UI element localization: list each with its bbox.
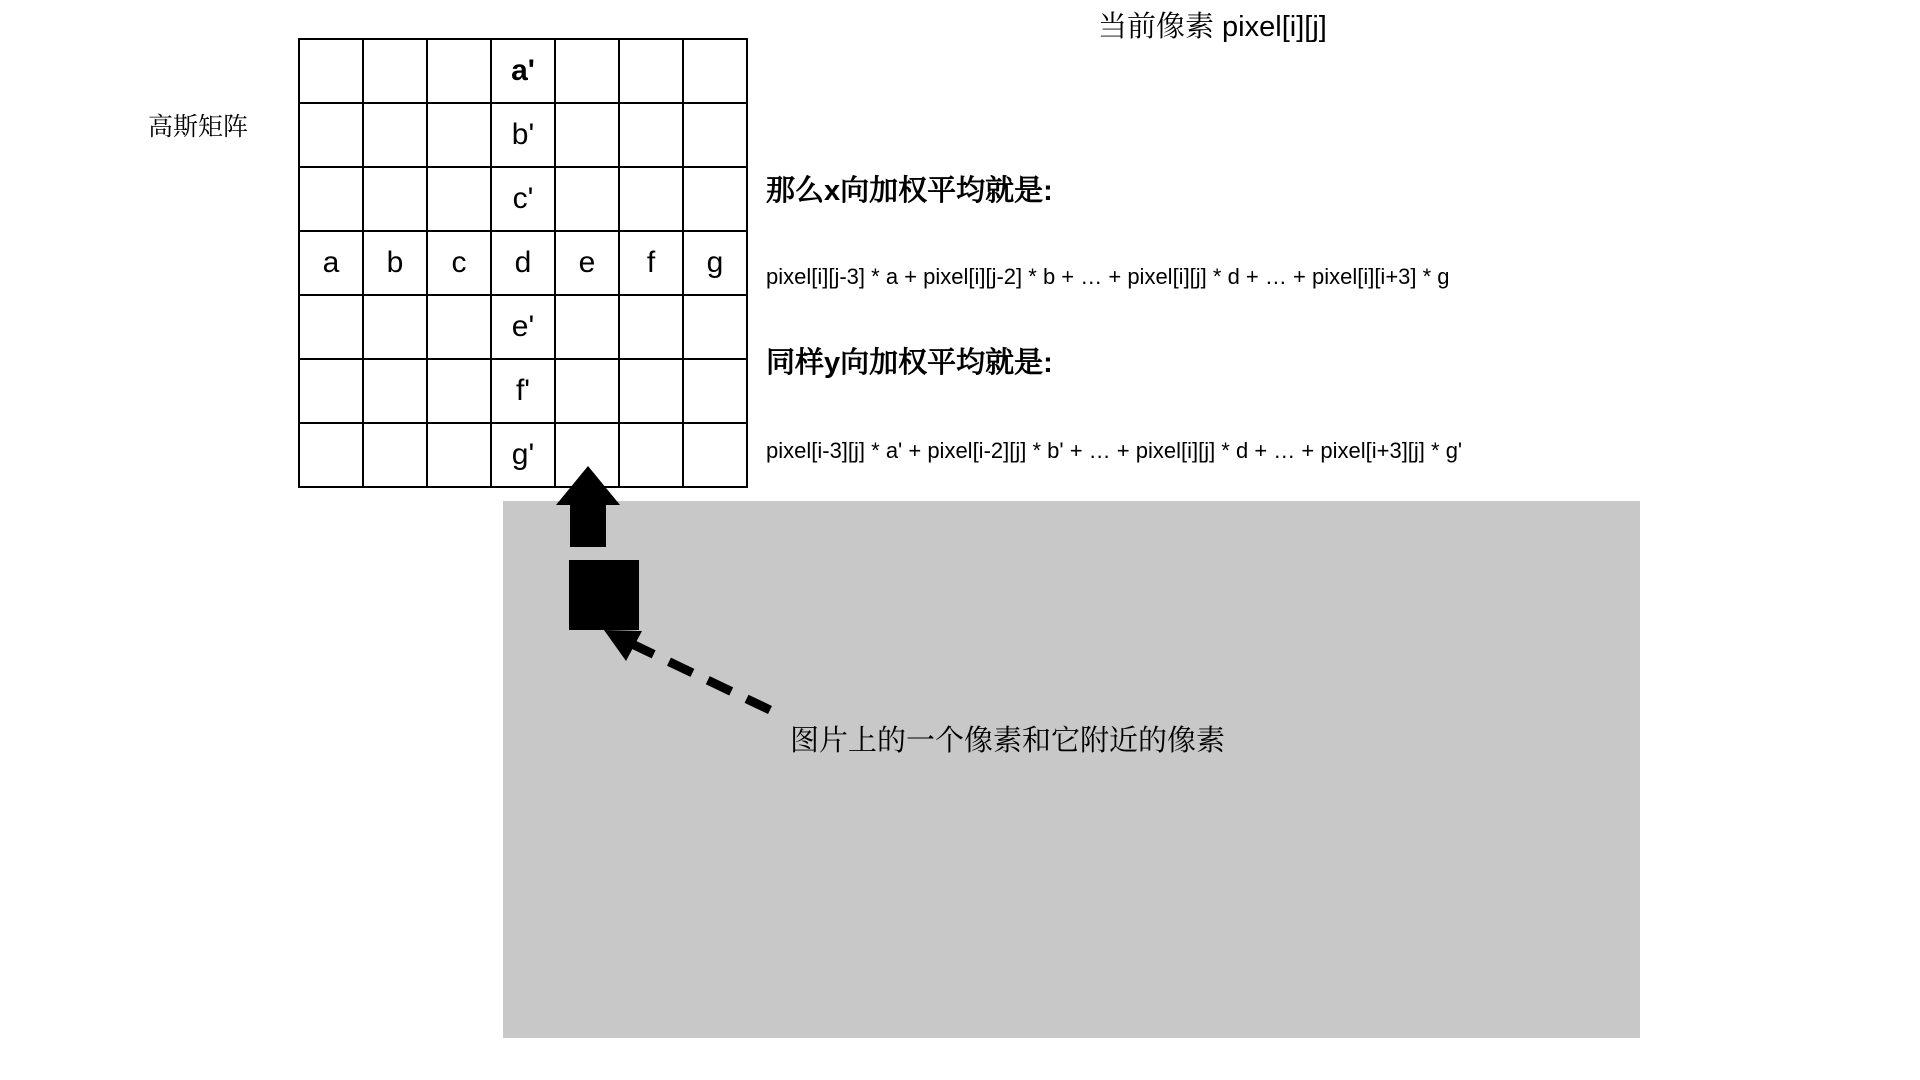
matrix-cell bbox=[299, 359, 363, 423]
matrix-cell bbox=[683, 167, 747, 231]
matrix-cell: b' bbox=[491, 103, 555, 167]
matrix-cell bbox=[363, 39, 427, 103]
matrix-cell: e' bbox=[491, 295, 555, 359]
matrix-row bbox=[299, 39, 747, 103]
matrix-cell bbox=[555, 295, 619, 359]
matrix-cell: f' bbox=[491, 359, 555, 423]
matrix-cell bbox=[299, 103, 363, 167]
matrix-cell: g' bbox=[491, 423, 555, 487]
matrix-row bbox=[299, 423, 747, 487]
matrix-row bbox=[299, 359, 747, 423]
matrix-cell bbox=[363, 103, 427, 167]
matrix-cell bbox=[555, 103, 619, 167]
pixel-caption: 图片上的一个像素和它附近的像素 bbox=[790, 725, 1226, 757]
matrix-row bbox=[299, 295, 747, 359]
matrix-cell bbox=[299, 39, 363, 103]
matrix-cell bbox=[299, 167, 363, 231]
matrix-row bbox=[299, 231, 747, 295]
matrix-cell bbox=[619, 295, 683, 359]
matrix-cell bbox=[683, 295, 747, 359]
matrix-cell bbox=[427, 359, 491, 423]
y-direction-formula: pixel[i-3][j] * a' + pixel[i-2][j] * b' + … + pixel[i][j] * d + … + pixel[i+3][j] * g' bbox=[766, 438, 1463, 463]
pixel-square bbox=[569, 560, 639, 630]
matrix-cell: f bbox=[619, 231, 683, 295]
matrix-cell bbox=[619, 167, 683, 231]
matrix-cell bbox=[363, 295, 427, 359]
matrix-cell bbox=[683, 423, 747, 487]
matrix-cell bbox=[299, 295, 363, 359]
matrix-cell: d bbox=[491, 231, 555, 295]
matrix-cell bbox=[555, 359, 619, 423]
matrix-cell bbox=[363, 167, 427, 231]
gaussian-matrix-grid bbox=[298, 38, 748, 488]
matrix-cell bbox=[363, 423, 427, 487]
matrix-cell bbox=[299, 423, 363, 487]
matrix-cell bbox=[555, 167, 619, 231]
matrix-cell bbox=[427, 167, 491, 231]
matrix-cell bbox=[363, 359, 427, 423]
matrix-cell bbox=[619, 103, 683, 167]
matrix-cell: a' bbox=[491, 39, 555, 103]
x-direction-heading: 那么x向加权平均就是: bbox=[766, 175, 1053, 207]
matrix-cell: b bbox=[363, 231, 427, 295]
image-region bbox=[503, 501, 1640, 1038]
matrix-cell: c' bbox=[491, 167, 555, 231]
y-direction-heading: 同样y向加权平均就是: bbox=[766, 347, 1053, 379]
matrix-cell bbox=[427, 423, 491, 487]
matrix-cell: c bbox=[427, 231, 491, 295]
matrix-cell bbox=[619, 423, 683, 487]
current-pixel-title: 当前像素 pixel[i][j] bbox=[1098, 11, 1327, 43]
matrix-row bbox=[299, 103, 747, 167]
matrix-cell bbox=[427, 295, 491, 359]
matrix-cell bbox=[683, 39, 747, 103]
matrix-cell bbox=[555, 39, 619, 103]
gaussian-matrix-label: 高斯矩阵 bbox=[148, 113, 249, 141]
matrix-cell: a bbox=[299, 231, 363, 295]
x-direction-formula: pixel[i][j-3] * a + pixel[i][j-2] * b + … + pixel[i][j] * d + … + pixel[i][i+3] * g bbox=[766, 264, 1450, 289]
matrix-cell bbox=[619, 359, 683, 423]
matrix-cell bbox=[619, 39, 683, 103]
matrix-row bbox=[299, 167, 747, 231]
matrix-cell bbox=[427, 103, 491, 167]
matrix-cell: e bbox=[555, 231, 619, 295]
matrix-cell bbox=[427, 39, 491, 103]
matrix-cell bbox=[683, 359, 747, 423]
matrix-cell bbox=[555, 423, 619, 487]
matrix-cell bbox=[683, 103, 747, 167]
matrix-cell: g bbox=[683, 231, 747, 295]
